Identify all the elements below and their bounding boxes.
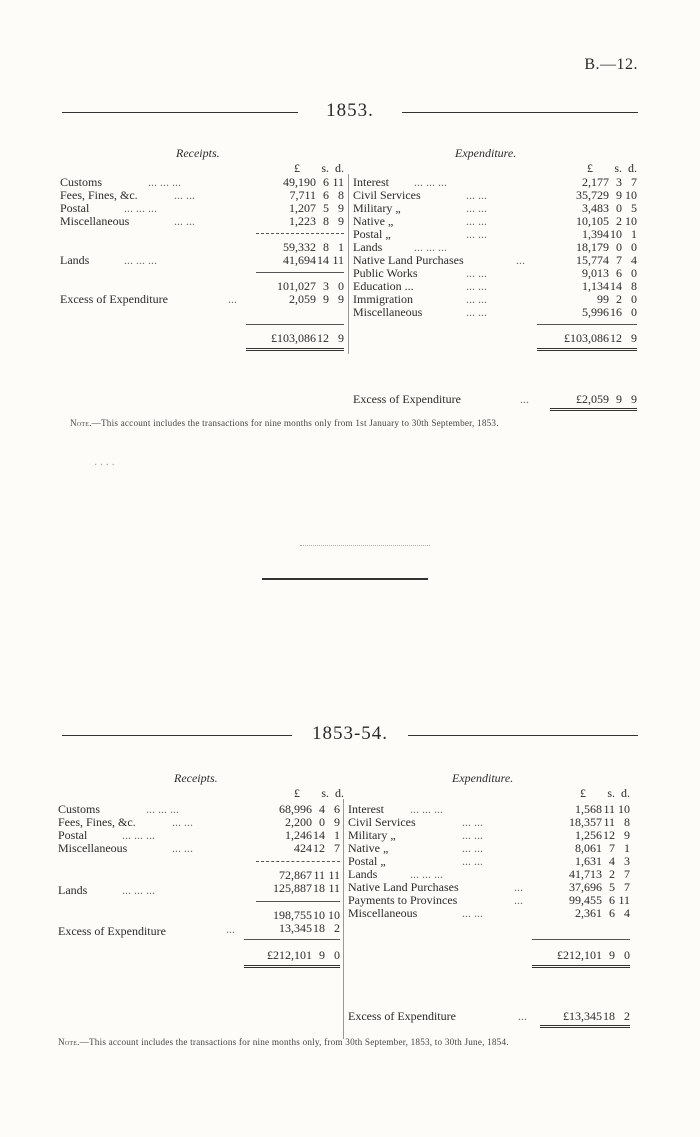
leader-dots: ... ... xyxy=(466,188,487,202)
expenditure-amount: 5,996 16 0 xyxy=(582,305,637,319)
faint-rule xyxy=(300,545,430,546)
expenditure-label: Postal „ xyxy=(353,227,391,241)
total-rule xyxy=(256,272,344,273)
receipt-label-misc: Miscellaneous xyxy=(58,841,128,855)
receipt-amount: 1,223 8 9 xyxy=(289,214,344,228)
leader-dots: ... xyxy=(516,253,525,267)
expenditure-heading: Expenditure. xyxy=(452,771,514,785)
leader-dots: ... ... xyxy=(462,815,483,829)
receipt-amount-lands: 125,887 18 11 xyxy=(273,881,340,895)
leader-dots: ... ... ... xyxy=(124,201,157,215)
receipt-amount: 49,190 6 11 xyxy=(283,175,344,189)
leader-dots: ... ... xyxy=(466,201,487,215)
title-rule-right xyxy=(402,112,638,113)
excess-statement-label: Excess of Expenditure xyxy=(348,1009,456,1023)
expenditure-label: Miscellaneous xyxy=(353,305,423,319)
expenditure-label: Postal „ xyxy=(348,854,386,868)
expenditure-amount: 3,483 0 5 xyxy=(582,201,637,215)
leader-dots: ... ... xyxy=(174,188,195,202)
leader-dots: ... ... xyxy=(466,305,487,319)
leader-dots: ... ... xyxy=(466,227,487,241)
excess-double-rule xyxy=(540,1025,630,1028)
leader-dots: ... ... xyxy=(462,841,483,855)
leader-dots: ... ... ... xyxy=(414,175,447,189)
leader-dots: ... ... xyxy=(462,828,483,842)
expenditure-label: Native „ xyxy=(348,841,389,855)
grand-total-double-rule xyxy=(246,348,344,351)
expenditure-label: Native Land Purchases xyxy=(353,253,464,267)
expenditure-total: £103,086 12 9 xyxy=(564,331,637,345)
leader-dots: ... ... ... xyxy=(122,883,155,897)
grand-total-double-rule xyxy=(244,965,340,968)
expenditure-label: Miscellaneous xyxy=(348,906,418,920)
receipt-label-excess: Excess of Expenditure xyxy=(60,292,168,306)
expenditure-amount: 37,696 5 7 xyxy=(569,880,630,894)
receipt-amount: 2,200 0 9 xyxy=(285,815,340,829)
receipts-subtotal: 72,867 11 11 xyxy=(279,868,340,882)
expenditure-amount: 2,177 3 7 xyxy=(582,175,637,189)
expenditure-amount: 1,134 14 8 xyxy=(582,279,637,293)
leader-dots: ... xyxy=(226,922,235,936)
account-title: 1853. xyxy=(326,100,374,121)
leader-dots: ... xyxy=(518,1009,527,1023)
receipts-heading: Receipts. xyxy=(174,771,218,785)
total-rule xyxy=(256,901,340,902)
excess-statement-amount: £2,059 9 9 xyxy=(576,392,637,406)
account-title-row xyxy=(62,723,638,747)
receipt-label-lands: Lands xyxy=(60,253,90,267)
expenditure-label: Native Land Purchases xyxy=(348,880,459,894)
receipt-label-customs: Customs xyxy=(60,175,103,189)
receipt-amount-excess: 13,345 18 2 xyxy=(279,921,340,935)
leader-dots: ... ... xyxy=(462,854,483,868)
expenditure-amount: 18,357 11 8 xyxy=(569,815,630,829)
expenditure-total-rule xyxy=(537,324,637,325)
expenditure-currency-header: £ s. d. xyxy=(587,161,637,175)
receipts-currency-header: £ s. d. xyxy=(294,786,344,800)
receipt-amount-lands: 41,694 14 11 xyxy=(283,253,344,267)
expenditure-amount: 9,013 6 0 xyxy=(582,266,637,280)
receipt-amount: 7,711 6 8 xyxy=(289,188,344,202)
column-divider xyxy=(348,174,349,354)
expenditure-amount: 1,631 4 3 xyxy=(575,854,630,868)
receipts-heading: Receipts. xyxy=(176,146,220,160)
title-rule-right xyxy=(408,735,638,736)
leader-dots: ... ... ... xyxy=(122,828,155,842)
expenditure-total-double-rule xyxy=(532,965,630,968)
receipt-label-customs: Customs xyxy=(58,802,101,816)
account-title-row xyxy=(62,100,638,124)
leader-dots: ... ... xyxy=(466,292,487,306)
expenditure-amount: 8,061 7 1 xyxy=(575,841,630,855)
expenditure-label: Public Works xyxy=(353,266,418,280)
expenditure-amount: 41,713 2 7 xyxy=(569,867,630,881)
expenditure-heading: Expenditure. xyxy=(455,146,517,160)
receipts-total: 198,755 10 10 xyxy=(273,908,340,922)
expenditure-total-rule xyxy=(532,939,630,940)
receipt-amount: 68,996 4 6 xyxy=(279,802,340,816)
expenditure-label: Interest xyxy=(353,175,389,189)
expenditure-total-double-rule xyxy=(537,348,637,351)
excess-statement-label: Excess of Expenditure xyxy=(353,392,461,406)
receipt-label-fees: Fees, Fines, &c. xyxy=(58,815,136,829)
leader-dots: ... xyxy=(514,893,523,907)
expenditure-label: Civil Services xyxy=(353,188,421,202)
receipts-grand-total: £103,086 12 9 xyxy=(271,331,344,345)
expenditure-amount: 1,394 10 1 xyxy=(582,227,637,241)
leader-dots: ... xyxy=(514,880,523,894)
excess-double-rule xyxy=(550,408,637,411)
receipt-amount: 1,207 5 9 xyxy=(289,201,344,215)
receipt-label-fees: Fees, Fines, &c. xyxy=(60,188,138,202)
excess-statement-amount: £13,345 18 2 xyxy=(563,1009,630,1023)
expenditure-label: Native „ xyxy=(353,214,394,228)
subtotal-rule xyxy=(256,233,344,234)
expenditure-label: Civil Services xyxy=(348,815,416,829)
expenditure-label: Lands xyxy=(353,240,383,254)
expenditure-label: Interest xyxy=(348,802,384,816)
receipt-label-postal: Postal xyxy=(60,201,90,215)
subtotal-rule xyxy=(256,861,340,862)
expenditure-label: Payments to Provinces xyxy=(348,893,458,907)
expenditure-amount: 2,361 6 4 xyxy=(575,906,630,920)
leader-dots: ... xyxy=(228,292,237,306)
receipt-label-lands: Lands xyxy=(58,883,88,897)
expenditure-amount: 10,105 2 10 xyxy=(576,214,637,228)
leader-dots: ... xyxy=(520,392,529,406)
account-note: Note.—This account includes the transactions for nine months only from 1st January to 30th September, 1853. xyxy=(70,418,499,428)
expenditure-total: £212,101 9 0 xyxy=(557,948,630,962)
expenditure-label: Military „ xyxy=(348,828,396,842)
expenditure-currency-header: £ s. d. xyxy=(580,786,630,800)
expenditure-amount: 99,455 6 11 xyxy=(569,893,630,907)
leader-dots: ... ... ... xyxy=(146,802,179,816)
leader-dots: ... ... ... xyxy=(410,802,443,816)
leader-dots: ... ... ... xyxy=(148,175,181,189)
page-reference: B.—12. xyxy=(584,56,638,73)
grand-total-rule xyxy=(246,324,344,325)
expenditure-amount: 18,179 0 0 xyxy=(576,240,637,254)
account-note: Note.—This account includes the transactions for nine months only, from 30th September, 1853, to 30th June, 1854. xyxy=(58,1037,509,1047)
expenditure-label: Lands xyxy=(348,867,378,881)
page-specks: · · · · xyxy=(94,460,115,471)
expenditure-amount: 99 2 0 xyxy=(597,292,637,306)
expenditure-amount: 35,729 9 10 xyxy=(576,188,637,202)
expenditure-amount: 15,774 7 4 xyxy=(576,253,637,267)
leader-dots: ... ... xyxy=(466,266,487,280)
expenditure-amount: 1,568 11 10 xyxy=(575,802,630,816)
receipts-grand-total: £212,101 9 0 xyxy=(267,948,340,962)
leader-dots: ... ... ... xyxy=(410,867,443,881)
section-separator xyxy=(262,578,428,580)
column-divider xyxy=(343,799,344,1039)
leader-dots: ... ... xyxy=(462,906,483,920)
receipt-amount: 1,246 14 1 xyxy=(285,828,340,842)
leader-dots: ... ... ... xyxy=(124,253,157,267)
leader-dots: ... ... xyxy=(466,214,487,228)
leader-dots: ... ... xyxy=(172,815,193,829)
receipts-subtotal: 59,332 8 1 xyxy=(283,240,344,254)
receipt-label-postal: Postal xyxy=(58,828,88,842)
expenditure-label: Military „ xyxy=(353,201,401,215)
leader-dots: ... ... xyxy=(172,841,193,855)
receipt-label-excess: Excess of Expenditure xyxy=(58,924,166,938)
leader-dots: ... ... xyxy=(174,214,195,228)
grand-total-rule xyxy=(244,939,340,940)
receipts-currency-header: £ s. d. xyxy=(294,161,344,175)
expenditure-label: Immigration xyxy=(353,292,413,306)
leader-dots: ... ... ... xyxy=(414,240,447,254)
expenditure-label: Education ... xyxy=(353,279,414,293)
expenditure-amount: 1,256 12 9 xyxy=(575,828,630,842)
account-title: 1853-54. xyxy=(311,723,389,744)
receipts-total: 101,027 3 0 xyxy=(277,279,344,293)
leader-dots: ... ... xyxy=(466,279,487,293)
receipt-label-misc: Miscellaneous xyxy=(60,214,130,228)
receipt-amount-excess: 2,059 9 9 xyxy=(289,292,344,306)
receipt-amount: 424 12 7 xyxy=(294,841,340,855)
